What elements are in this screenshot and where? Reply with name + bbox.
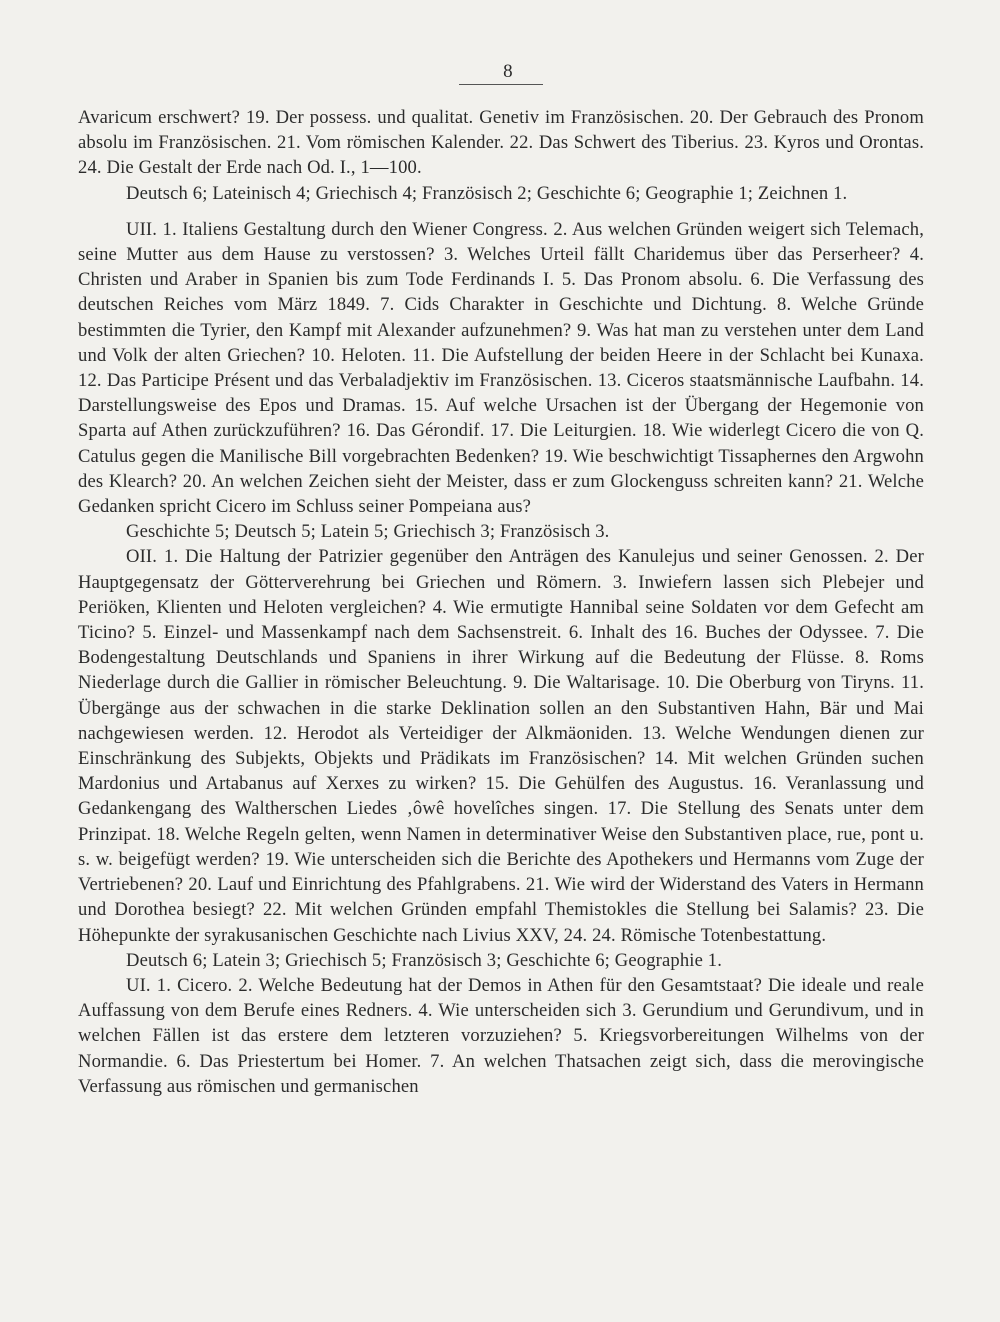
paragraph-uii-topics: UII. 1. Italiens Gestaltung durch den Wiener Congress. 2. Aus welchen Gründen weigert sich Telemach, seine Mutter aus dem Hause zu verstossen? 3. Welches Urteil fällt Charidemus über das Perserheer? 4. Christen und Araber in Spanien bis zum Tode Ferdinands I. 5. Das Pronom absolu. 6. Die Verfassung des deutschen Reiches vom März 1849. 7. Cids Charakter in Geschichte und Dichtung. 8. Welche Gründe bestimmten die Tyrier, den Kampf mit Alexander aufzunehmen? 9. Was hat man zu verstehen unter dem Land und Volk der alten Griechen? 10. Heloten. 11. Die Aufstellung der beiden Heere in der Schlacht bei Kunaxa. 12. Das Participe Présent und das Verbaladjektiv im Französischen. 13. Ciceros staatsmännische Laufbahn. 14. Darstellungsweise des Epos und Dramas. 15. Auf welche Ursachen ist der Übergang der Hegemonie von Sparta auf Athen zurückzuführen? 16. Das Gérondif. 17. Die Leiturgien. 18. Wie widerlegt Cicero die von Q. Catulus gegen die Manilische Bill vorgebrachten Bedenken? 19. Wie beschwichtigt Tissaphernes den Argwohn des Klearch? 20. An welchen Zeichen sieht der Meister, dass er zum Glockenguss schreiten kann? 21. Welche Gedanken spricht Cicero im Schluss seiner Pompeiana aus? (78, 218, 924, 518)
paragraph-ui-topics: UI. 1. Cicero. 2. Welche Bedeutung hat der Demos in Athen für den Gesamtstaat? Die ideale und reale Auffassung von dem Berufe eines Redners. 4. Wie unterscheiden sich 3. Gerundium und Gerundivum, und in welchen Fällen ist das erstere dem letzteren vorzuziehen? 5. Kriegsvorbereitungen Wilhelms von der Normandie. 6. Das Priestertum bei Homer. 7. An welchen Thatsachen zeigt sich, dass die merovingische Verfassung aus römischen und germanischen (78, 974, 924, 1097)
page-number: 8 (459, 60, 543, 85)
paragraph-uii-hours: Geschichte 5; Deutsch 5; Latein 5; Griechisch 3; Französisch 3. (126, 521, 610, 543)
document-page (78, 60, 924, 1099)
paragraph-oii-topics: OII. 1. Die Haltung der Patrizier gegenüber den Anträgen des Kanulejus und seiner Genossen. 2. Der Hauptgegensatz der Götterverehrung bei Griechen und Römern. 3. Inwiefern lassen sich Plebejer und Periöken, Klienten und Heloten vergleichen? 4. Wie ermutigte Hannibal seine Soldaten vor dem Gefecht am Ticino? 5. Einzel- und Massenkampf nach dem Sachsenstreit. 6. Inhalt des 16. Buches der Odyssee. 7. Die Bodengestaltung Deutschlands und Spaniens in ihrer Wirkung auf die Bedeutung der Flüsse. 8. Roms Niederlage durch die Gallier in römischer Beleuchtung. 9. Die Waltarisage. 10. Die Oberburg von Tiryns. 11. Übergänge aus der schwachen in die starke Deklination sollen an den Substantiven Hahn, Bär und Mai nachgewiesen werden. 12. Herodot als Verteidiger der Alkmäoniden. 13. Welche Wendungen dienen zur Einschränkung des Subjekts, Objekts und Prädikats im Französischen? 14. Mit welchen Gründen suchen Mardonius und Artabanus auf Xerxes zu wirken? 15. Die Gehülfen des Augustus. 16. Veranlassung und Gedankengang des Waltherschen Liedes ‚ôwê hovelîches singen. 17. Die Stellung des Senats unter dem Prinzipat. 18. Welche Regeln gelten, wenn Namen in determinativer Weise den Substantiven place, rue, pont u. s. w. beigefügt werden? 19. Wie unterscheiden sich die Berichte des Apothekers und Hermanns vom Zuge der Vertriebenen? 20. Lauf und Einrichtung des Pfahlgrabens. 21. Wie wird der Widerstand des Vaters in Hermann und Dorothea besiegt? 22. Mit welchen Gründen empfahl Themistokles die Stellung bei Salamis? 23. Die Höhepunkte der syrakusanischen Geschichte nach Livius XXV, 24. 24. Römische Totenbestattung. (78, 546, 924, 946)
paragraph-oii-hours: Deutsch 6; Latein 3; Griechisch 5; Französisch 3; Geschichte 6; Geographie 1. (126, 949, 723, 971)
paragraph-ov-topics-continued: Avaricum erschwert? 19. Der possess. und qualitat. Genetiv im Französischen. 20. Der Gebrauch des Pronom absolu im Französischen. 21. Vom römischen Kalender. 22. Das Schwert des Tiberius. 23. Kyros und Orontas. 24. Die Gestalt der Erde nach Od. I., 1—100. (78, 107, 924, 179)
paragraph-ov-hours: Deutsch 6; Lateinisch 4; Griechisch 4; Französisch 2; Geschichte 6; Geographie 1; Zeichnen 1. (126, 182, 848, 204)
